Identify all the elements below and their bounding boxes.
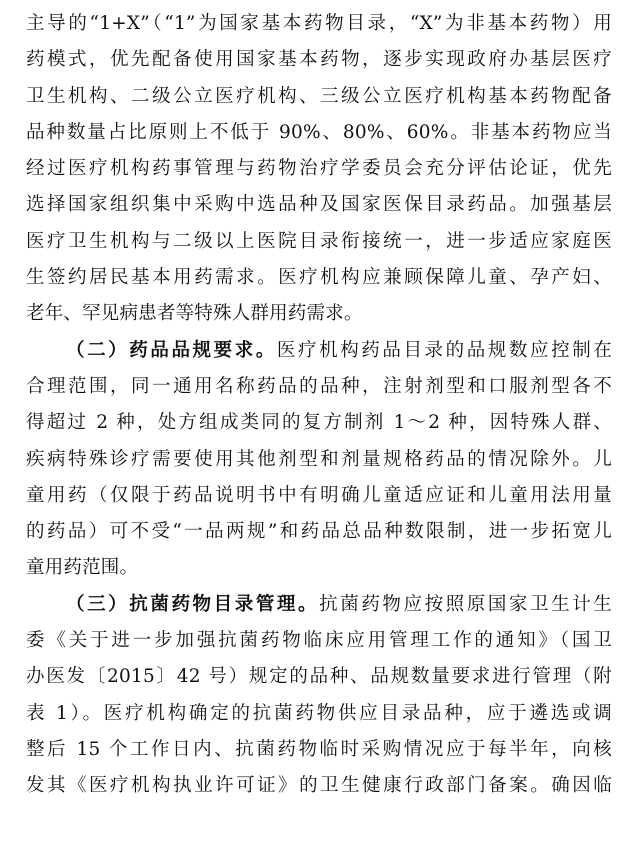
text-line: 疾病特殊诊疗需要使用其他剂型和剂量规格药品的情况除外。儿 — [26, 448, 612, 470]
text-line: 办医发〔2015〕42 号）规定的品种、品规数量要求进行管理（附 — [26, 666, 612, 688]
text-line: 品种数量占比原则上不低于 90%、80%、60%。非基本药物应当 — [26, 121, 612, 143]
text-line: 表 1）。医疗机构确定的抗菌药物供应目录品种，应于遴选或调 — [26, 702, 612, 724]
text-line: 合理范围，同一通用名称药品的品种，注射剂型和口服剂型各不 — [26, 375, 612, 397]
paragraph-first-line — [26, 587, 612, 623]
paragraph-1 — [26, 6, 612, 333]
text-line: 卫生机构、二级公立医疗机构、三级公立医疗机构基本药物配备 — [26, 85, 612, 107]
text-line: 生签约居民基本用药需求。医疗机构应兼顾保障儿童、孕产妇、 — [26, 267, 612, 289]
document-page — [26, 6, 612, 805]
text-run: 抗菌药物应按照原国家卫生计生 — [319, 593, 612, 615]
text-line: 选择国家组织集中采购中选品种及国家医保目录药品。加强基层 — [26, 194, 612, 216]
paragraph-3 — [26, 587, 612, 805]
text-line: 医疗卫生机构与二级以上医院目录衔接统一，进一步适应家庭医 — [26, 230, 612, 252]
text-line: 童用药范围。 — [26, 557, 139, 579]
text-line: 整后 15 个工作日内、抗菌药物临时采购情况应于每半年，向核 — [26, 738, 612, 760]
text-line: 委《关于进一步加强抗菌药物临床应用管理工作的通知》（国卫 — [26, 630, 612, 652]
paragraph-first-line — [26, 333, 612, 369]
text-line: 主导的“1+X”（“1”为国家基本药物目录，“X”为非基本药物）用 — [26, 13, 612, 34]
text-line: 童用药（仅限于药品说明书中有明确儿童适应证和儿童用法用量 — [26, 484, 612, 506]
text-line: 经过医疗机构药事管理与药物治疗学委员会充分评估论证，优先 — [26, 158, 612, 180]
text-line: 的药品）可不受“一品两规”和药品总品种数限制，进一步拓宽儿 — [26, 521, 612, 543]
section-heading: （二）药品品规要求。 — [66, 339, 277, 361]
section-heading: （三）抗菌药物目录管理。 — [66, 593, 320, 615]
paragraph-2 — [26, 333, 612, 587]
text-line: 得超过 2 种，处方组成类同的复方制剂 1～2 种，因特殊人群、 — [26, 412, 612, 434]
text-run: 医疗机构药品目录的品规数应控制在 — [276, 339, 612, 361]
text-line: 药模式，优先配备使用国家基本药物，逐步实现政府办基层医疗 — [26, 49, 612, 71]
text-line: 发其《医疗机构执业许可证》的卫生健康行政部门备案。确因临 — [26, 775, 612, 797]
text-line: 老年、罕见病患者等特殊人群用药需求。 — [26, 303, 363, 325]
